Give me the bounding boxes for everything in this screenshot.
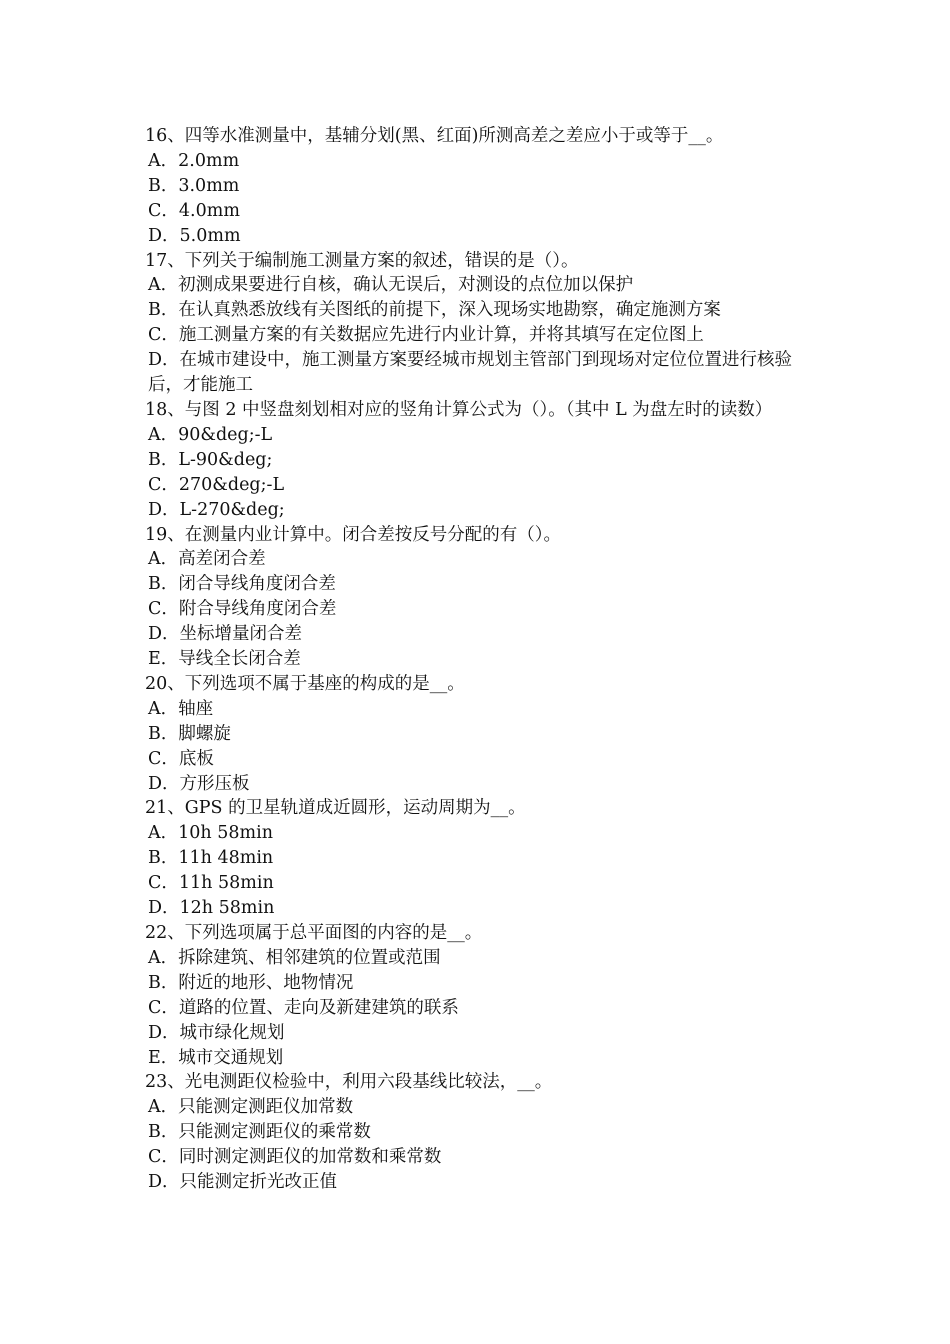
option-b: B．附近的地形、地物情况 (148, 972, 354, 993)
option-c: C．附合导线角度闭合差 (148, 599, 337, 620)
option-e: E．城市交通规划 (148, 1047, 284, 1068)
question-23 (145, 1070, 815, 1195)
option-d: D．L-270&deg; (148, 499, 285, 520)
option-c: C．270&deg;-L (148, 474, 285, 495)
option-a: A．拆除建筑、相邻建筑的位置或范围 (148, 947, 441, 968)
question-21 (145, 796, 815, 921)
option-b: B．脚螺旋 (148, 723, 231, 744)
option-b: B．闭合导线角度闭合差 (148, 574, 336, 595)
option-b: B．11h 48min (148, 848, 274, 869)
option-d: D．5.0mm (148, 225, 241, 246)
option-b: B．3.0mm (148, 175, 240, 196)
question-stem: 22、下列选项属于总平面图的内容的是__。 (145, 923, 483, 943)
question-stem: 16、四等水准测量中，基辅分划(黑、红面)所测高差之差应小于或等于__。 (145, 126, 724, 146)
option-b: B．L-90&deg; (148, 449, 273, 470)
question-list (145, 124, 815, 1195)
option-a: A．10h 58min (148, 823, 273, 844)
option-a: A．轴座 (148, 698, 214, 719)
question-20 (145, 672, 815, 797)
option-c: C．道路的位置、走向及新建建筑的联系 (148, 997, 459, 1018)
option-c: C．4.0mm (148, 200, 240, 221)
option-b: B．在认真熟悉放线有关图纸的前提下，深入现场实地勘察，确定施测方案 (148, 300, 721, 321)
question-stem: 23、光电测距仪检验中，利用六段基线比较法，__。 (145, 1072, 553, 1093)
question-stem: 17、下列关于编制施工测量方案的叙述，错误的是（）。 (145, 250, 579, 271)
question-19 (145, 523, 815, 672)
question-22 (145, 921, 815, 1070)
question-stem: 20、下列选项不属于基座的构成的是__。 (145, 673, 465, 694)
option-a: A．90&deg;-L (148, 424, 273, 445)
question-16 (145, 124, 815, 249)
option-d: D．在城市建设中，施工测量方案要经城市规划主管部门到现场对定位位置进行核验后，才能施工 (148, 350, 793, 396)
option-d: D．坐标增量闭合差 (148, 624, 303, 645)
option-c: C．底板 (148, 748, 214, 769)
question-stem: 21、GPS 的卫星轨道成近圆形，运动周期为__。 (145, 798, 526, 819)
option-a: A．2.0mm (148, 150, 240, 171)
option-e: E．导线全长闭合差 (148, 649, 301, 670)
question-18 (145, 398, 815, 523)
option-a: A．高差闭合差 (148, 549, 266, 570)
option-d: D．方形压板 (148, 773, 250, 794)
option-c: C．11h 58min (148, 873, 274, 894)
question-17 (145, 249, 815, 398)
option-d: D．12h 58min (148, 898, 275, 919)
option-c: C．同时测定测距仪的加常数和乘常数 (148, 1147, 442, 1168)
option-a: A．初测成果要进行自核，确认无误后，对测设的点位加以保护 (148, 275, 634, 296)
option-d: D．只能测定折光改正值 (148, 1172, 338, 1193)
option-d: D．城市绿化规划 (148, 1022, 285, 1043)
option-a: A．只能测定测距仪加常数 (148, 1097, 354, 1118)
option-c: C．施工测量方案的有关数据应先进行内业计算，并将其填写在定位图上 (148, 325, 704, 346)
option-b: B．只能测定测距仪的乘常数 (148, 1122, 371, 1143)
question-stem: 18、与图 2 中竖盘刻划相对应的竖角计算公式为（）。（其中 L 为盘左时的读数） (145, 399, 773, 420)
question-stem: 19、在测量内业计算中。闭合差按反号分配的有（）。 (145, 524, 562, 545)
